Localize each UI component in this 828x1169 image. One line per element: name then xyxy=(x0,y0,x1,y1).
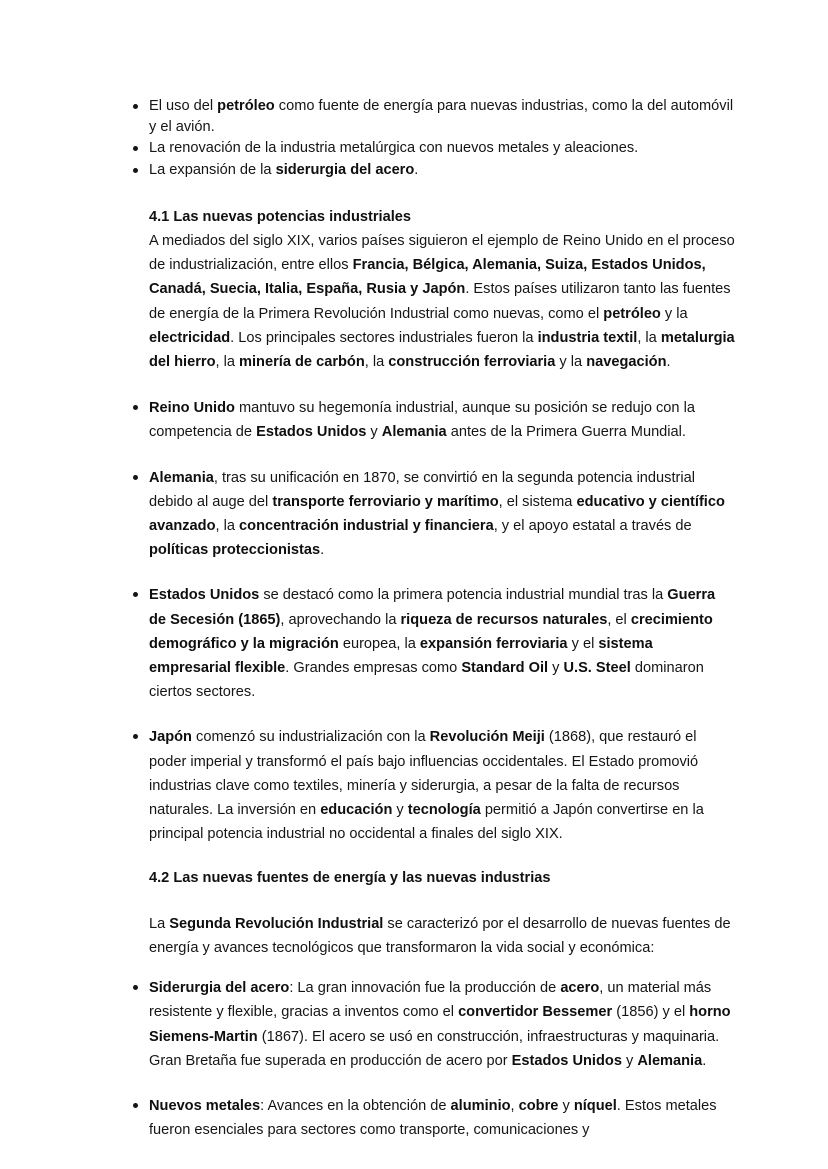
list-item: Japón comenzó su industrialización con la Revolución Meiji (1868), que restauró el poder imperial y transformó el país bajo influencias occidentales. El Estado promovió industrias clave como textiles, minería y siderurgia, a pesar de la falta de recursos naturales. La inversión en educación y tecnología permitió a Japón convertirse en la principal potencia industrial no occidental a finales del siglo XIX. xyxy=(132,725,736,846)
section-heading-4-2: 4.2 Las nuevas fuentes de energía y las nuevas industrias xyxy=(149,870,551,887)
spacer xyxy=(132,846,736,866)
list-item: Estados Unidos se destacó como la primera potencia industrial mundial tras la Guerra de Secesión (1865), aprovechando la riqueza de recursos naturales, el crecimiento demográfico y la migración europea, la expansión ferroviaria y el sistema empresarial flexible. Grandes empresas como Standard Oil y U.S. Steel dominaron ciertos sectores. xyxy=(132,583,736,704)
section-4-1-bullet-list xyxy=(132,396,736,846)
section-4-2-bullet-list xyxy=(132,976,736,1142)
spacer xyxy=(132,374,736,396)
section-4-1-paragraph: A mediados del siglo XIX, varios países siguieron el ejemplo de Reino Unido en el proceso de industrialización, entre ellos Francia, Bélgica, Alemania, Suiza, Estados Unidos, Canadá, Suecia, Italia, España, Rusia y Japón. Estos países utilizaron tanto las fuentes de energía de la Primera Revolución Industrial como nuevas, como el petróleo y la electricidad. Los principales sectores industriales fueron la industria textil, la metalurgia del hierro, la minería de carbón, la construcción ferroviaria y la navegación. xyxy=(149,233,735,371)
spacer xyxy=(132,181,736,205)
section-4-2-paragraph: La Segunda Revolución Industrial se caracterizó por el desarrollo de nuevas fuentes de energía y avances tecnológicos que transformaron la vida social y económica: xyxy=(149,915,731,956)
list-item: Nuevos metales: Avances en la obtención de aluminio, cobre y níquel. Estos metales fueron esenciales para sectores como transporte, comunicaciones y xyxy=(132,1094,736,1142)
list-item: La renovación de la industria metalúrgica con nuevos metales y aleaciones. xyxy=(132,138,736,159)
list-item: Siderurgia del acero: La gran innovación fue la producción de acero, un material más resistente y flexible, gracias a inventos como el convertidor Bessemer (1856) y el horno Siemens-Martin (1867). El acero se usó en construcción, infraestructuras y maquinaria. Gran Bretaña fue superada en producción de acero por Estados Unidos y Alemania. xyxy=(132,976,736,1073)
section-4-1 xyxy=(132,205,736,374)
document-content xyxy=(132,96,736,1142)
intro-bullet-list xyxy=(132,96,736,181)
list-item: El uso del petróleo como fuente de energía para nuevas industrias, como la del automóvil y el avión. xyxy=(132,96,736,138)
list-item: Alemania, tras su unificación en 1870, se convirtió en la segunda potencia industrial debido al auge del transporte ferroviario y marítimo, el sistema educativo y científico avanzado, la concentración industrial y financiera, y el apoyo estatal a través de políticas proteccionistas. xyxy=(132,466,736,563)
list-item: Reino Unido mantuvo su hegemonía industrial, aunque su posición se redujo con la competencia de Estados Unidos y Alemania antes de la Primera Guerra Mundial. xyxy=(132,396,736,444)
section-4-2 xyxy=(132,866,736,960)
spacer xyxy=(132,960,736,976)
spacer xyxy=(149,891,736,912)
list-item: La expansión de la siderurgia del acero. xyxy=(132,160,736,181)
section-heading-4-1: 4.1 Las nuevas potencias industriales xyxy=(149,208,411,225)
